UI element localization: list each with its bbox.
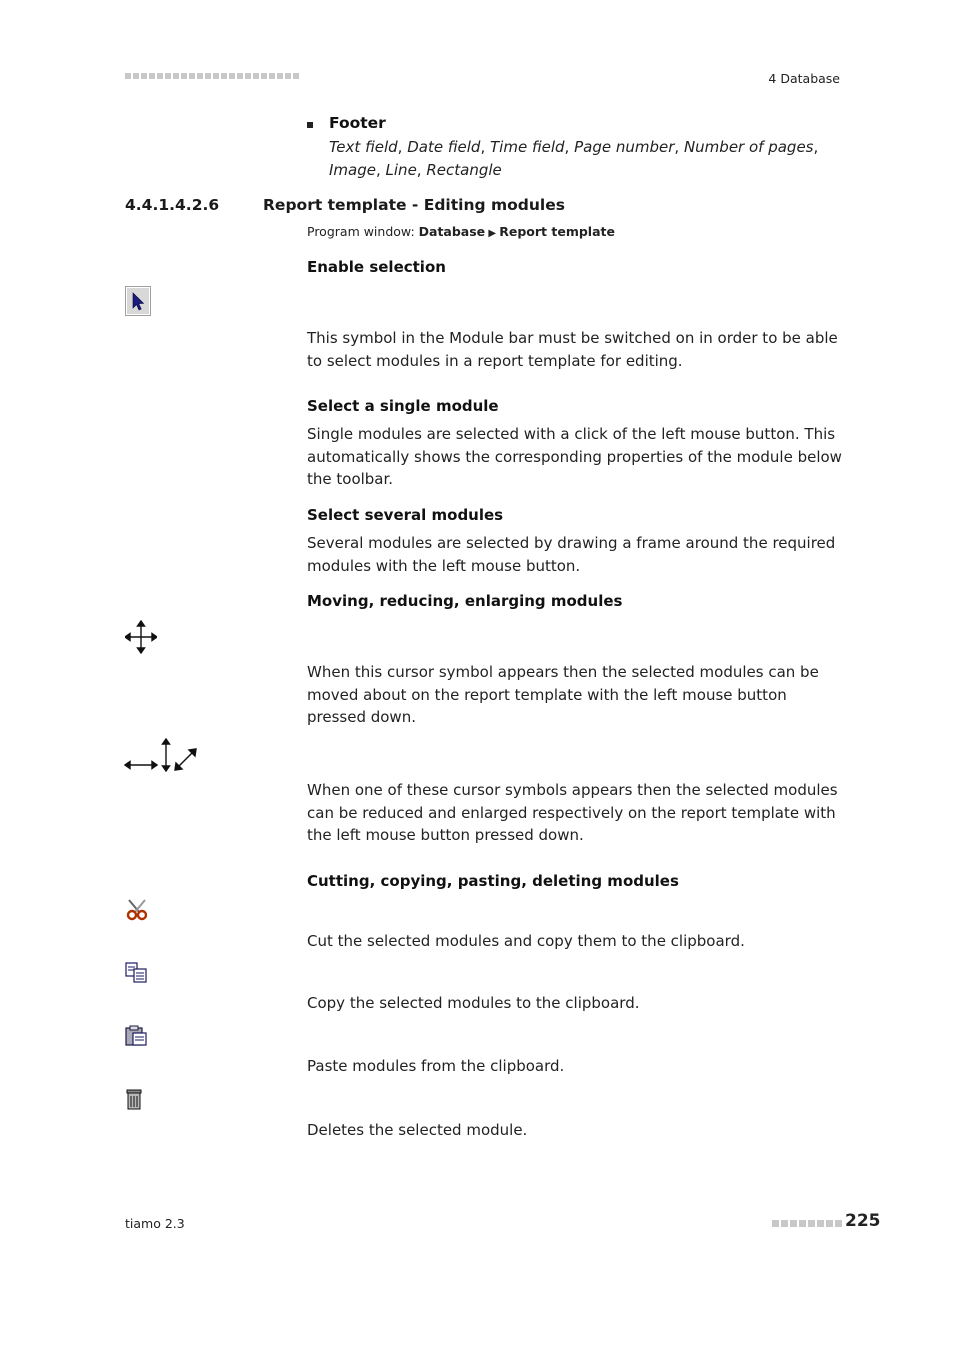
program-window-path: Program window: Database ▶ Report template	[307, 224, 615, 239]
footer-bullet-title: Footer	[329, 114, 386, 132]
bullet-marker	[307, 122, 313, 128]
resize-text: When one of these cursor symbols appears then the selected modules can be reduced and enlarged respectively on the report template with the left mouse button pressed down.	[307, 781, 838, 844]
list-item: Page number	[574, 138, 675, 156]
list-item: Rectangle	[426, 160, 502, 179]
section-number: 4.4.1.4.2.6	[125, 196, 220, 214]
select-single-heading: Select a single module	[307, 397, 499, 415]
list-item: Image	[329, 160, 376, 179]
header-chapter: 4 Database	[768, 71, 840, 86]
select-single-text: Single modules are selected with a click of the left mouse button. This automatically shows the corresponding properties of the module below the toolbar.	[307, 425, 842, 488]
list-item: Line	[385, 160, 417, 179]
paste-text: Paste modules from the clipboard.	[307, 1057, 565, 1075]
header-decoration	[125, 73, 299, 81]
copy-icon	[125, 962, 149, 988]
list-item: Number of pages	[683, 138, 814, 156]
select-several-text: Several modules are selected by drawing a frame around the required modules with the left mouse button.	[307, 534, 836, 575]
list-item: Text field	[329, 138, 398, 156]
trash-icon	[125, 1088, 145, 1116]
list-item: Time field	[490, 138, 565, 156]
scissors-icon	[125, 898, 149, 926]
section-title: Report template - Editing modules	[263, 196, 565, 214]
resize-cursor-icons	[124, 738, 198, 776]
move-cursor-icon	[125, 620, 157, 658]
list-item: Date field	[407, 138, 481, 156]
delete-text: Deletes the selected module.	[307, 1121, 528, 1139]
cut-text: Cut the selected modules and copy them to the clipboard.	[307, 932, 745, 950]
selection-arrow-icon	[125, 286, 151, 320]
footer-bullet-items: Text field, Date field, Time field, Page number, Number of pages, Image, Line, Rectangle	[329, 138, 819, 179]
product-name: tiamo 2.3	[125, 1216, 185, 1231]
select-several-heading: Select several modules	[307, 506, 504, 524]
enable-selection-heading: Enable selection	[307, 258, 446, 276]
copy-text: Copy the selected modules to the clipboard.	[307, 994, 640, 1012]
enable-selection-text: This symbol in the Module bar must be switched on in order to be able to select modules in a report template for editing.	[307, 329, 838, 370]
move-text: When this cursor symbol appears then the selected modules can be moved about on the report template with the left mouse button pressed down.	[307, 663, 819, 726]
footer-decoration	[772, 1220, 842, 1227]
moving-heading: Moving, reducing, enlarging modules	[307, 592, 623, 610]
page-number: 225	[845, 1211, 881, 1231]
paste-icon	[125, 1025, 149, 1051]
clipboard-heading: Cutting, copying, pasting, deleting modules	[307, 872, 679, 890]
